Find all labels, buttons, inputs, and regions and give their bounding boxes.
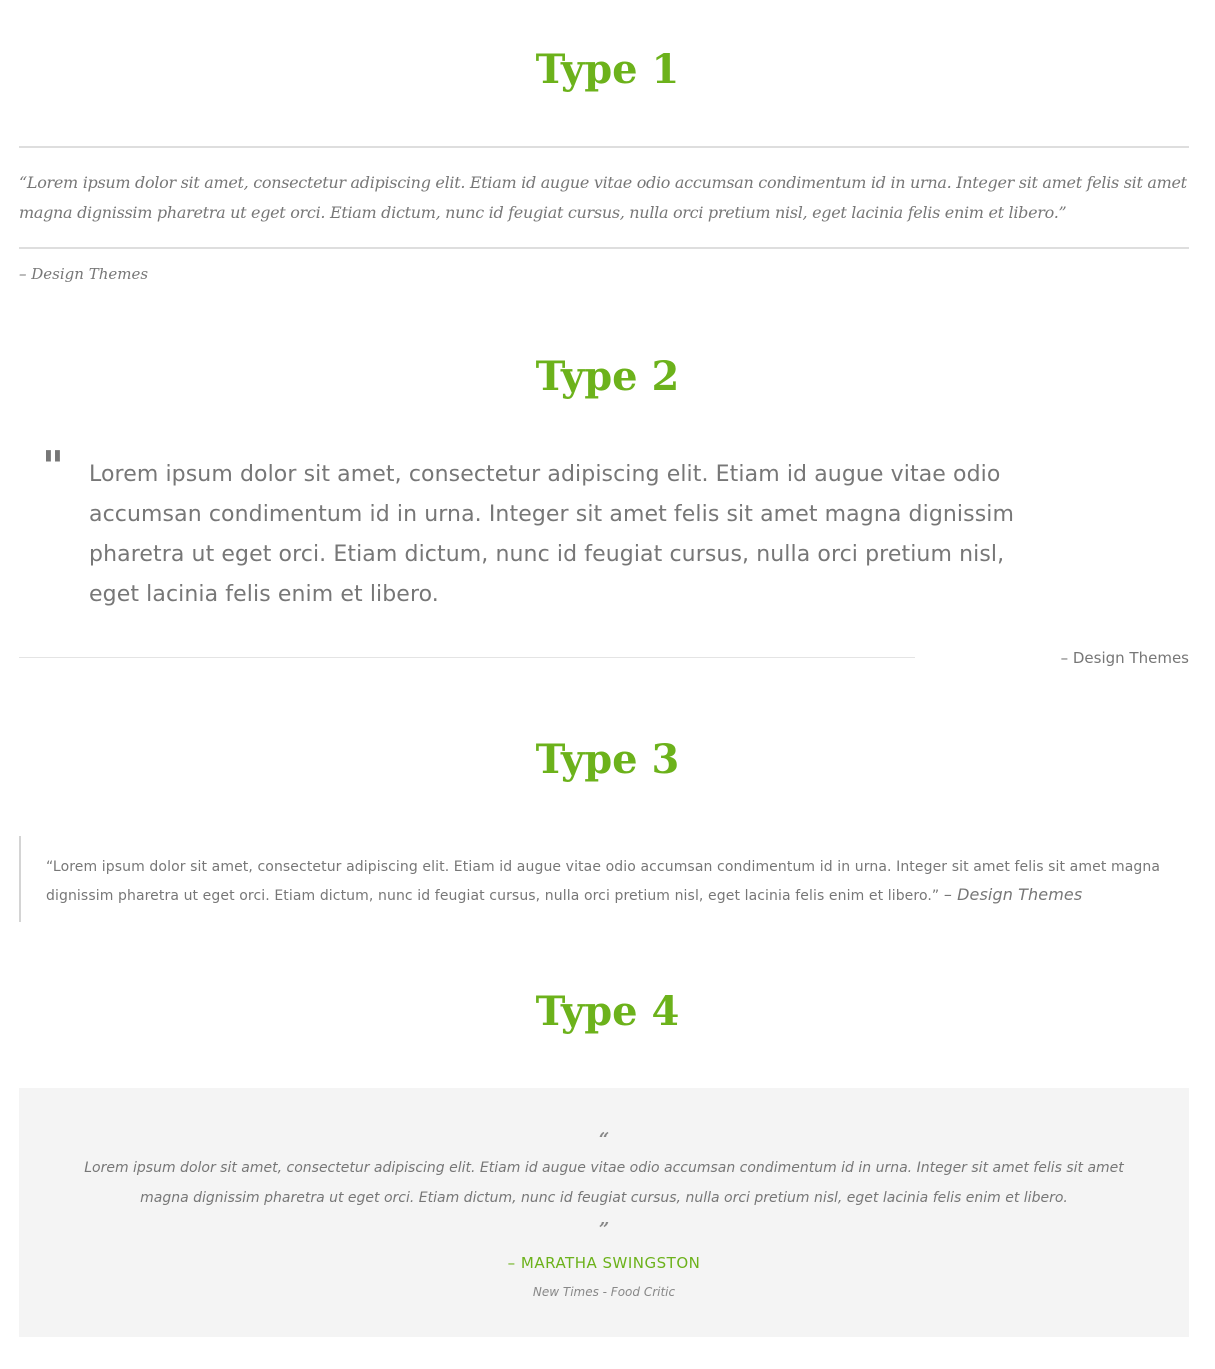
quote-citation: – Design Themes xyxy=(943,885,1083,904)
author-role: New Times - Food Critic xyxy=(532,1285,676,1299)
quote-author: – MARATHA SWINGSTON xyxy=(507,1254,701,1272)
section-title-type-1: Type 1 xyxy=(535,46,680,93)
close-quote-icon: ” xyxy=(598,1219,610,1240)
bottom-divider xyxy=(19,247,1189,249)
quote-text: Lorem ipsum dolor sit amet, consectetur adipiscing elit. Etiam id augue vitae odio accumsan condimentum id in urna. Integer sit amet felis sit amet magna dignissim pharetra ut eget orci. Etiam dictum, nunc id feugiat cursus, nulla orci pretium nisl, eget lacinia felis enim et libero. xyxy=(89,462,1015,607)
section-title-type-3: Type 3 xyxy=(535,736,680,783)
quote-text: “Lorem ipsum dolor sit amet, consectetur adipiscing elit. Etiam id augue vitae odio accumsan condimentum id in urna. Integer sit amet felis sit amet magna dignissim pharetra ut eget orci. Etiam dictum, nunc id feugiat cursus, nulla orci pretium nisl, eget lacinia felis enim et libero.” xyxy=(46,859,1161,904)
quote-citation: – Design Themes xyxy=(19,265,149,283)
quote-mark-icon: " xyxy=(42,442,64,491)
divider xyxy=(19,657,915,658)
top-divider xyxy=(19,146,1189,148)
section-title-type-2: Type 2 xyxy=(535,353,680,400)
quote-side-bar xyxy=(19,836,21,922)
quote-text: Lorem ipsum dolor sit amet, consectetur adipiscing elit. Etiam id augue vitae odio accumsan condimentum id in urna. Integer sit amet felis sit amet magna dignissim pharetra ut eget orci. Etiam dictum, nunc id feugiat cursus, nulla orci pretium nisl, eget lacinia felis enim et libero. xyxy=(84,1160,1124,1206)
open-quote-icon: “ xyxy=(598,1129,610,1150)
quote-body xyxy=(46,853,1186,910)
testimonial-panel xyxy=(19,1088,1189,1337)
section-title-type-4: Type 4 xyxy=(535,988,680,1035)
quote-text: “Lorem ipsum dolor sit amet, consectetur adipiscing elit. Etiam id augue vitae odio accumsan condimentum id in urna. Integer sit amet felis sit amet magna dignissim pharetra ut eget orci. Etiam dictum, nunc id feugiat cursus, nulla orci pretium nisl, eget lacinia felis enim et libero.” xyxy=(19,173,1187,222)
quote-citation: – Design Themes xyxy=(1060,649,1189,667)
